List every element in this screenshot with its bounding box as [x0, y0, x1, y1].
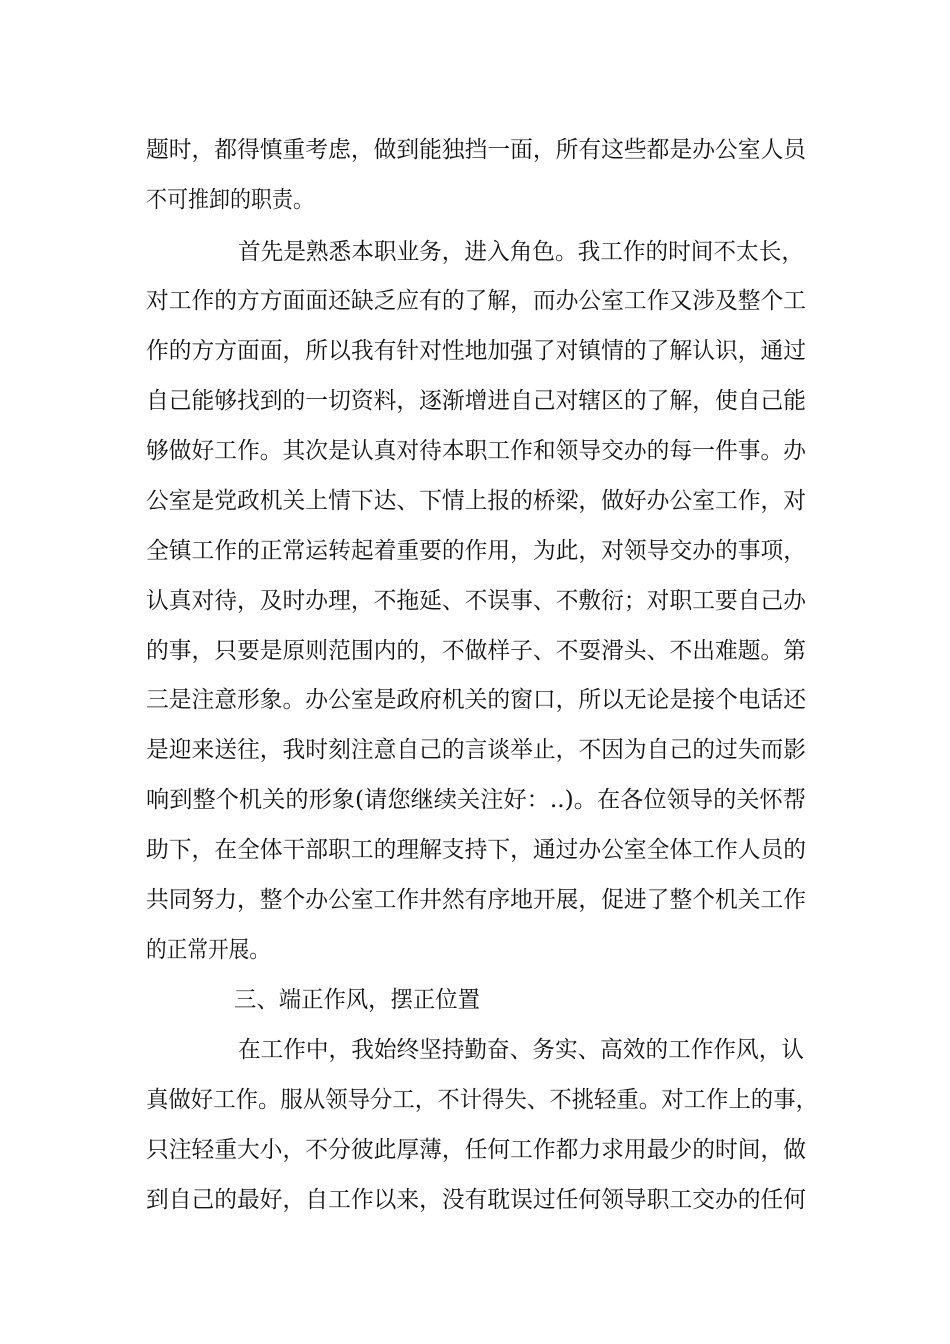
line-text: 对工作的方方面面还缺乏应有的了解，而办公室工作又涉及整个工	[146, 288, 806, 314]
text-line	[0, 680, 950, 720]
line-text: 共同努力，整个办公室工作井然有序地开展，促进了整个机关工作	[146, 887, 806, 913]
text-line	[0, 730, 950, 770]
text-line	[0, 180, 950, 220]
text-line	[0, 780, 950, 820]
line-text: 在工作中，我始终坚持勤奋、务实、高效的工作作风，认	[238, 1037, 804, 1063]
section-heading-text: 三、端正作风，摆正位置	[234, 987, 480, 1013]
section-heading	[0, 980, 950, 1020]
text-line	[0, 631, 950, 671]
line-text: 只注轻重大小，不分彼此厚薄，任何工作都力求用最少的时间，做	[146, 1137, 806, 1163]
text-line	[0, 830, 950, 870]
line-text: 够做好工作。其次是认真对待本职工作和领导交办的每一件事。办	[146, 438, 806, 464]
line-text: 认真对待，及时办理，不拖延、不误事、不敷衍；对职工要自己办	[146, 588, 806, 614]
text-line	[0, 930, 950, 970]
text-line	[0, 331, 950, 371]
line-text: 首先是熟悉本职业务，进入角色。我工作的时间不太长，	[238, 239, 804, 265]
text-line	[0, 431, 950, 471]
text-line	[0, 1130, 950, 1170]
line-text: 的正常开展。	[146, 937, 271, 963]
line-text: 响到整个机关的形象(请您继续关注好：..)。在各位领导的关怀帮	[146, 787, 806, 813]
text-line	[0, 1080, 950, 1120]
line-text: 全镇工作的正常运转起着重要的作用，为此，对领导交办的事项，	[146, 538, 806, 564]
line-text: 的事，只要是原则范围内的，不做样子、不耍滑头、不出难题。第	[146, 638, 806, 664]
line-text: 不可推卸的职责。	[146, 187, 314, 213]
text-line	[0, 581, 950, 621]
line-text: 是迎来送往，我时刻注意自己的言谈举止，不因为自己的过失而影	[146, 737, 806, 763]
text-line	[0, 481, 950, 521]
text-line	[0, 1180, 950, 1220]
text-line	[0, 130, 950, 170]
text-line	[0, 281, 950, 321]
line-text: 到自己的最好，自工作以来，没有耽误过任何领导职工交办的任何	[146, 1187, 806, 1213]
line-text: 题时，都得慎重考虑，做到能独挡一面，所有这些都是办公室人员	[146, 137, 806, 163]
text-line	[0, 232, 950, 272]
text-line	[0, 381, 950, 421]
line-text: 真做好工作。服从领导分工，不计得失、不挑轻重。对工作上的事，	[146, 1087, 818, 1113]
text-line	[0, 880, 950, 920]
line-text: 公室是党政机关上情下达、下情上报的桥梁，做好办公室工作，对	[146, 488, 806, 514]
line-text: 助下，在全体干部职工的理解支持下，通过办公室全体工作人员的	[146, 837, 806, 863]
text-line	[0, 1030, 950, 1070]
line-text: 自己能够找到的一切资料，逐渐增进自己对辖区的了解，使自己能	[146, 388, 806, 414]
line-text: 三是注意形象。办公室是政府机关的窗口，所以无论是接个电话还	[146, 687, 806, 713]
line-text: 作的方方面面，所以我有针对性地加强了对镇情的了解认识，通过	[146, 338, 806, 364]
text-line	[0, 531, 950, 571]
